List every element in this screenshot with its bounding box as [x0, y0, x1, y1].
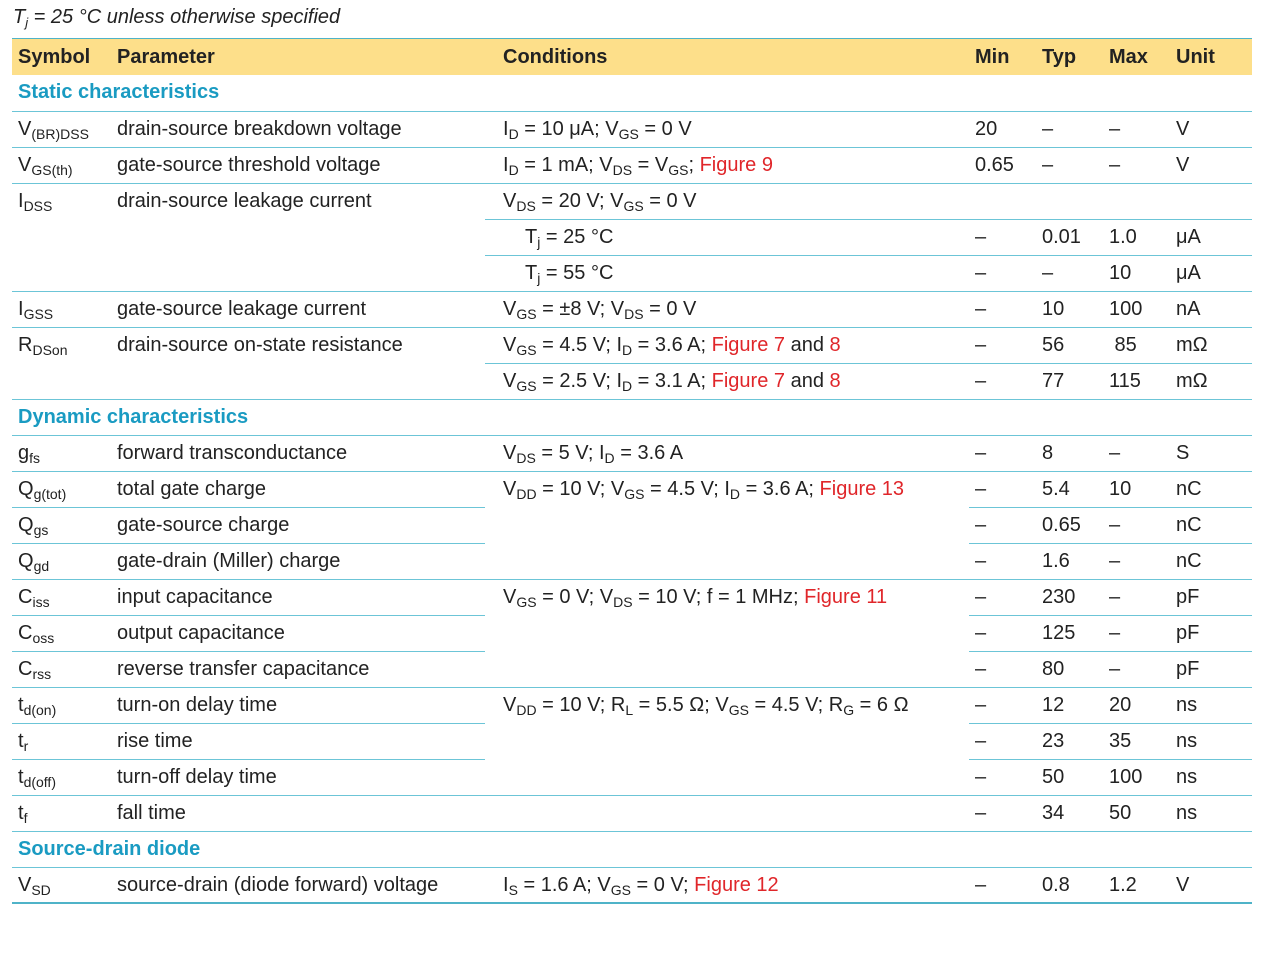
parameter-cell: gate-source charge — [111, 507, 485, 543]
max-cell: 10 — [1103, 255, 1170, 291]
typ-cell: 0.01 — [1036, 219, 1103, 255]
header-parameter: Parameter — [111, 39, 485, 76]
conditions-cell — [485, 543, 969, 579]
symbol-cell: $t_f$ — [12, 795, 111, 831]
max-cell: 20 — [1103, 687, 1170, 723]
unit-cell: ns — [1170, 795, 1252, 831]
parameter-cell: drain-source breakdown voltage — [111, 111, 485, 147]
max-cell: – — [1103, 651, 1170, 687]
symbol-cell: $t_r$ — [12, 723, 111, 759]
min-cell: – — [969, 291, 1036, 327]
parameter-cell: source-drain (diode forward) voltage — [111, 867, 485, 903]
min-cell: – — [969, 507, 1036, 543]
parameter-cell — [111, 219, 485, 255]
min-cell: – — [969, 651, 1036, 687]
min-cell — [969, 183, 1036, 219]
unit-cell: V — [1170, 111, 1252, 147]
symbol-cell: $C_{iss}$ — [12, 579, 111, 615]
conditions-cell: $I_D = 10$ μA; $V_{GS} = 0$ V — [485, 111, 969, 147]
table-header-row — [12, 39, 1252, 76]
unit-cell — [1170, 183, 1252, 219]
temperature-note: $T_j = 25$ °C unless otherwise specified — [13, 6, 341, 30]
symbol-cell — [12, 255, 111, 291]
symbol-cell: $R_{DSon}$ — [18, 333, 68, 358]
unit-cell: ns — [1170, 723, 1252, 759]
unit-cell: mΩ — [1170, 327, 1252, 363]
parameter-cell: output capacitance — [111, 615, 485, 651]
symbol-cell: $g_{fs}$ — [12, 435, 111, 471]
section-row-diode — [12, 831, 1252, 867]
min-cell: 20 — [969, 111, 1036, 147]
conditions-cell — [485, 759, 969, 795]
min-cell: 0.65 — [969, 147, 1036, 183]
figure-link[interactable]: Figure 11 — [804, 585, 888, 608]
typ-cell: 80 — [1036, 651, 1103, 687]
unit-cell: nC — [1170, 507, 1252, 543]
unit-cell: nC — [1170, 471, 1252, 507]
figure-link[interactable]: Figure 7 — [711, 333, 786, 356]
conditions-cell — [485, 615, 969, 651]
symbol-cell: $Q_{gd}$ — [12, 543, 111, 579]
unit-cell: mΩ — [1170, 363, 1252, 399]
unit-cell: nA — [1170, 291, 1252, 327]
conditions-cell — [485, 795, 969, 831]
figure-link[interactable]: Figure 12 — [694, 873, 779, 896]
parameter-cell: turn-off delay time — [111, 759, 485, 795]
table-row — [12, 435, 1252, 471]
table-row — [12, 759, 1252, 795]
typ-cell: – — [1036, 255, 1103, 291]
max-cell: 100 — [1103, 759, 1170, 795]
section-row-dynamic — [12, 399, 1252, 435]
table-row — [12, 579, 1252, 615]
max-cell: 115 — [1103, 363, 1170, 399]
parameter-cell: gate-source threshold voltage — [111, 147, 485, 183]
table-row — [12, 111, 1252, 147]
conditions-cell: $V_{DS} = 5$ V; $I_D = 3.6$ A — [485, 435, 969, 471]
characteristics-table — [12, 38, 1252, 904]
parameter-cell — [111, 255, 485, 291]
max-cell: – — [1103, 435, 1170, 471]
figure-link[interactable]: 8 — [829, 369, 841, 392]
typ-cell: – — [1036, 111, 1103, 147]
max-cell — [1103, 183, 1170, 219]
unit-cell: nC — [1170, 543, 1252, 579]
symbol-cell: $V_{SD}$ — [12, 867, 111, 903]
symbol-cell: $t_{d(off)}$ — [12, 759, 111, 795]
max-cell: – — [1103, 507, 1170, 543]
parameter-cell: drain-source on-state resistance — [117, 333, 403, 356]
min-cell: – — [969, 759, 1036, 795]
conditions-cell: $V_{GS} = 0$ V; $V_{DS} = 10$ V; f = 1 MHz; Figure 11 — [503, 585, 888, 610]
conditions-cell: $V_{DS} = 20$ V; $V_{GS} = 0$ V — [485, 183, 969, 219]
figure-link[interactable]: Figure 9 — [699, 153, 773, 176]
header-max: Max — [1103, 39, 1170, 76]
table-row — [12, 471, 1252, 507]
figure-link[interactable]: Figure 7 — [711, 369, 786, 392]
typ-cell: 0.8 — [1036, 867, 1103, 903]
max-cell: – — [1103, 111, 1170, 147]
typ-cell: 125 — [1036, 615, 1103, 651]
symbol-cell: $Q_{g(tot)}$ — [12, 471, 111, 507]
parameter-cell: rise time — [111, 723, 485, 759]
unit-cell: ns — [1170, 687, 1252, 723]
conditions-cell — [485, 507, 969, 543]
unit-cell: pF — [1170, 651, 1252, 687]
max-cell: 85 — [1103, 327, 1170, 363]
typ-cell: 230 — [1036, 579, 1103, 615]
table-row — [12, 543, 1252, 579]
min-cell: – — [969, 471, 1036, 507]
symbol-cell — [12, 219, 111, 255]
max-cell: – — [1103, 147, 1170, 183]
table-row — [12, 795, 1252, 831]
conditions-cell: $V_{GS} = 4.5$ V; $I_D = 3.6$ A; Figure 7 and 8 — [485, 327, 969, 363]
conditions-cell: $V_{GS} = 2.5$ V; $I_D = 3.1$ A; Figure 7 and 8 — [485, 363, 969, 399]
figure-link[interactable]: Figure 13 — [819, 477, 905, 500]
conditions-cell — [485, 651, 969, 687]
section-title-dynamic: Dynamic characteristics — [12, 399, 1252, 435]
min-cell: – — [969, 543, 1036, 579]
table-row — [12, 723, 1252, 759]
conditions-cell: $I_D = 1$ mA; $V_{DS} = V_{GS}$; Figure 9 — [485, 147, 969, 183]
figure-link[interactable]: 8 — [829, 333, 841, 356]
min-cell: – — [969, 795, 1036, 831]
unit-cell: pF — [1170, 579, 1252, 615]
typ-cell: 34 — [1036, 795, 1103, 831]
max-cell: 1.2 — [1103, 867, 1170, 903]
unit-cell: μA — [1170, 255, 1252, 291]
typ-cell: 10 — [1036, 291, 1103, 327]
min-cell: – — [969, 723, 1036, 759]
max-cell: – — [1103, 579, 1170, 615]
max-cell: 10 — [1103, 471, 1170, 507]
parameter-cell: reverse transfer capacitance — [111, 651, 485, 687]
typ-cell: 5.4 — [1036, 471, 1103, 507]
typ-cell: – — [1036, 147, 1103, 183]
conditions-cell: $V_{GS} = \pm 8$ V; $V_{DS} = 0$ V — [485, 291, 969, 327]
symbol-cell: $Q_{gs}$ — [12, 507, 111, 543]
unit-cell: pF — [1170, 615, 1252, 651]
table-row — [12, 867, 1252, 903]
conditions-cell: $T_j = 55$ °C — [485, 255, 969, 291]
typ-cell: 23 — [1036, 723, 1103, 759]
symbol-cell: $C_{oss}$ — [12, 615, 111, 651]
conditions-cell: $I_S = 1.6$ A; $V_{GS} = 0$ V; Figure 12 — [485, 867, 969, 903]
typ-cell: 1.6 — [1036, 543, 1103, 579]
table-row — [12, 255, 1252, 291]
min-cell: – — [969, 615, 1036, 651]
min-cell: – — [969, 867, 1036, 903]
symbol-cell: $V_{GS(th)}$ — [12, 147, 111, 183]
conditions-cell: $V_{DD} = 10$ V; $R_L = 5.5$ Ω; $V_{GS} = 4.5$ V; $R_G = 6$ Ω — [503, 693, 909, 718]
table-row — [12, 687, 1252, 723]
section-title-diode: Source-drain diode — [12, 831, 1252, 867]
unit-cell: μA — [1170, 219, 1252, 255]
min-cell: – — [969, 363, 1036, 399]
max-cell: 35 — [1103, 723, 1170, 759]
section-row-static — [12, 75, 1252, 111]
typ-cell — [1036, 183, 1103, 219]
symbol-cell: $I_{DSS}$ — [18, 189, 53, 214]
min-cell: – — [969, 579, 1036, 615]
max-cell: – — [1103, 615, 1170, 651]
min-cell: – — [969, 435, 1036, 471]
parameter-cell: drain-source leakage current — [117, 189, 372, 212]
table-row — [12, 615, 1252, 651]
parameter-cell: gate-drain (Miller) charge — [111, 543, 485, 579]
max-cell: 1.0 — [1103, 219, 1170, 255]
parameter-cell: fall time — [111, 795, 485, 831]
conditions-cell — [485, 723, 969, 759]
typ-cell: 50 — [1036, 759, 1103, 795]
max-cell: 100 — [1103, 291, 1170, 327]
unit-cell: ns — [1170, 759, 1252, 795]
conditions-cell: $T_j = 25$ °C — [485, 219, 969, 255]
min-cell: – — [969, 255, 1036, 291]
parameter-cell: total gate charge — [111, 471, 485, 507]
unit-cell: V — [1170, 867, 1252, 903]
header-conditions: Conditions — [485, 39, 969, 76]
min-cell: – — [969, 687, 1036, 723]
table-row — [12, 291, 1252, 327]
typ-cell: 8 — [1036, 435, 1103, 471]
min-cell: – — [969, 219, 1036, 255]
conditions-cell: $V_{DD} = 10$ V; $V_{GS} = 4.5$ V; $I_D = 3.6$ A; Figure 13 — [503, 477, 905, 502]
parameter-cell: forward transconductance — [111, 435, 485, 471]
header-unit: Unit — [1170, 39, 1252, 76]
parameter-cell: gate-source leakage current — [111, 291, 485, 327]
symbol-cell: $I_{GSS}$ — [12, 291, 111, 327]
table-row — [12, 147, 1252, 183]
typ-cell: 77 — [1036, 363, 1103, 399]
header-typ: Typ — [1036, 39, 1103, 76]
unit-cell: S — [1170, 435, 1252, 471]
table-row — [12, 327, 1252, 363]
unit-cell: V — [1170, 147, 1252, 183]
typ-cell: 56 — [1036, 327, 1103, 363]
table-row — [12, 651, 1252, 687]
symbol-cell — [12, 363, 111, 399]
header-min: Min — [969, 39, 1036, 76]
symbol-cell: $C_{rss}$ — [12, 651, 111, 687]
symbol-cell: $V_{(BR)DSS}$ — [12, 111, 111, 147]
table-row — [12, 363, 1252, 399]
section-title-static: Static characteristics — [12, 75, 1252, 111]
min-cell: – — [969, 327, 1036, 363]
parameter-cell: input capacitance — [111, 579, 485, 615]
header-symbol: Symbol — [12, 39, 111, 76]
table-row — [12, 219, 1252, 255]
table-row — [12, 507, 1252, 543]
parameter-cell — [111, 363, 485, 399]
table-row — [12, 183, 1252, 219]
max-cell: 50 — [1103, 795, 1170, 831]
typ-cell: 0.65 — [1036, 507, 1103, 543]
typ-cell: 12 — [1036, 687, 1103, 723]
parameter-cell: turn-on delay time — [111, 687, 485, 723]
max-cell: – — [1103, 543, 1170, 579]
symbol-cell: $t_{d(on)}$ — [12, 687, 111, 723]
